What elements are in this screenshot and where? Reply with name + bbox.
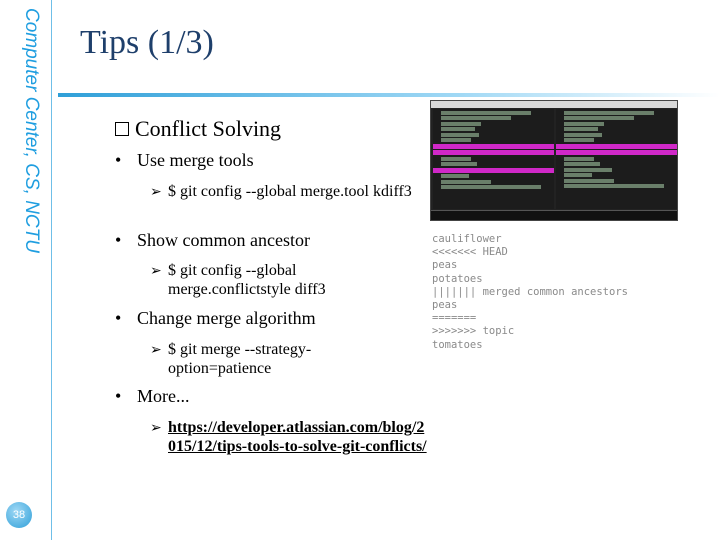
sub-item-text: $ git config --global merge.conflictstyle diff3 bbox=[168, 262, 326, 298]
conflict-markers-example bbox=[432, 233, 628, 352]
merge-tool-screenshot bbox=[430, 100, 678, 221]
title-rule bbox=[58, 93, 720, 97]
bullet-more bbox=[115, 386, 190, 407]
sub-item-strategy bbox=[150, 340, 358, 378]
arrow-bullet-icon: ➢ bbox=[150, 185, 162, 200]
sub-item-text: $ git merge --strategy-option=patience bbox=[168, 341, 312, 377]
conflict-line: peas bbox=[432, 259, 458, 272]
bullet-dot-icon: • bbox=[115, 230, 122, 250]
bullet-dot-icon: • bbox=[115, 150, 122, 170]
bullet-merge-tools bbox=[115, 150, 254, 171]
sidebar bbox=[0, 0, 44, 540]
merge-tool-statusbar bbox=[431, 210, 677, 220]
bullet-label: Change merge algorithm bbox=[137, 308, 316, 328]
bullet-label: Use merge tools bbox=[137, 150, 254, 170]
conflict-line: potatoes bbox=[432, 272, 483, 285]
bullet-label: Show common ancestor bbox=[137, 230, 310, 250]
merge-pane-right bbox=[556, 109, 677, 209]
section-heading bbox=[115, 116, 281, 142]
conflict-line: <<<<<<< HEAD bbox=[432, 246, 508, 259]
bullet-common-ancestor bbox=[115, 230, 310, 251]
bullet-label: More... bbox=[137, 386, 190, 406]
slide-title: Tips (1/3) bbox=[80, 24, 214, 61]
sub-item-link bbox=[150, 418, 430, 456]
conflict-line: ||||||| merged common ancestors bbox=[432, 285, 628, 298]
conflict-line: >>>>>>> topic bbox=[432, 325, 515, 338]
conflict-line: cauliflower bbox=[432, 233, 502, 245]
section-heading-label: Conflict Solving bbox=[135, 116, 282, 141]
arrow-bullet-icon: ➢ bbox=[150, 343, 162, 358]
bullet-dot-icon: • bbox=[115, 308, 122, 328]
bullet-dot-icon: • bbox=[115, 386, 122, 406]
arrow-bullet-icon: ➢ bbox=[150, 421, 162, 436]
atlassian-blog-link[interactable]: https://developer.atlassian.com/blog/2015/12/tips-tools-to-solve-git-conflicts/ bbox=[168, 419, 427, 455]
sub-item-text: $ git config --global merge.tool kdiff3 bbox=[168, 183, 412, 200]
sidebar-divider bbox=[51, 0, 52, 540]
conflict-line: ======= bbox=[432, 312, 477, 325]
merge-pane-left bbox=[433, 109, 554, 209]
bullet-merge-algorithm bbox=[115, 308, 316, 329]
sub-item-conflictstyle bbox=[150, 261, 368, 299]
arrow-bullet-icon: ➢ bbox=[150, 264, 162, 279]
sub-item-merge-tool bbox=[150, 182, 428, 202]
conflict-line: tomatoes bbox=[432, 338, 483, 351]
checkbox-bullet-icon bbox=[115, 122, 129, 136]
sidebar-title: Computer Center, CS, NCTU bbox=[21, 8, 42, 253]
conflict-line: peas bbox=[432, 299, 458, 312]
page-number: 38 bbox=[6, 502, 32, 528]
merge-tool-titlebar bbox=[431, 101, 677, 108]
